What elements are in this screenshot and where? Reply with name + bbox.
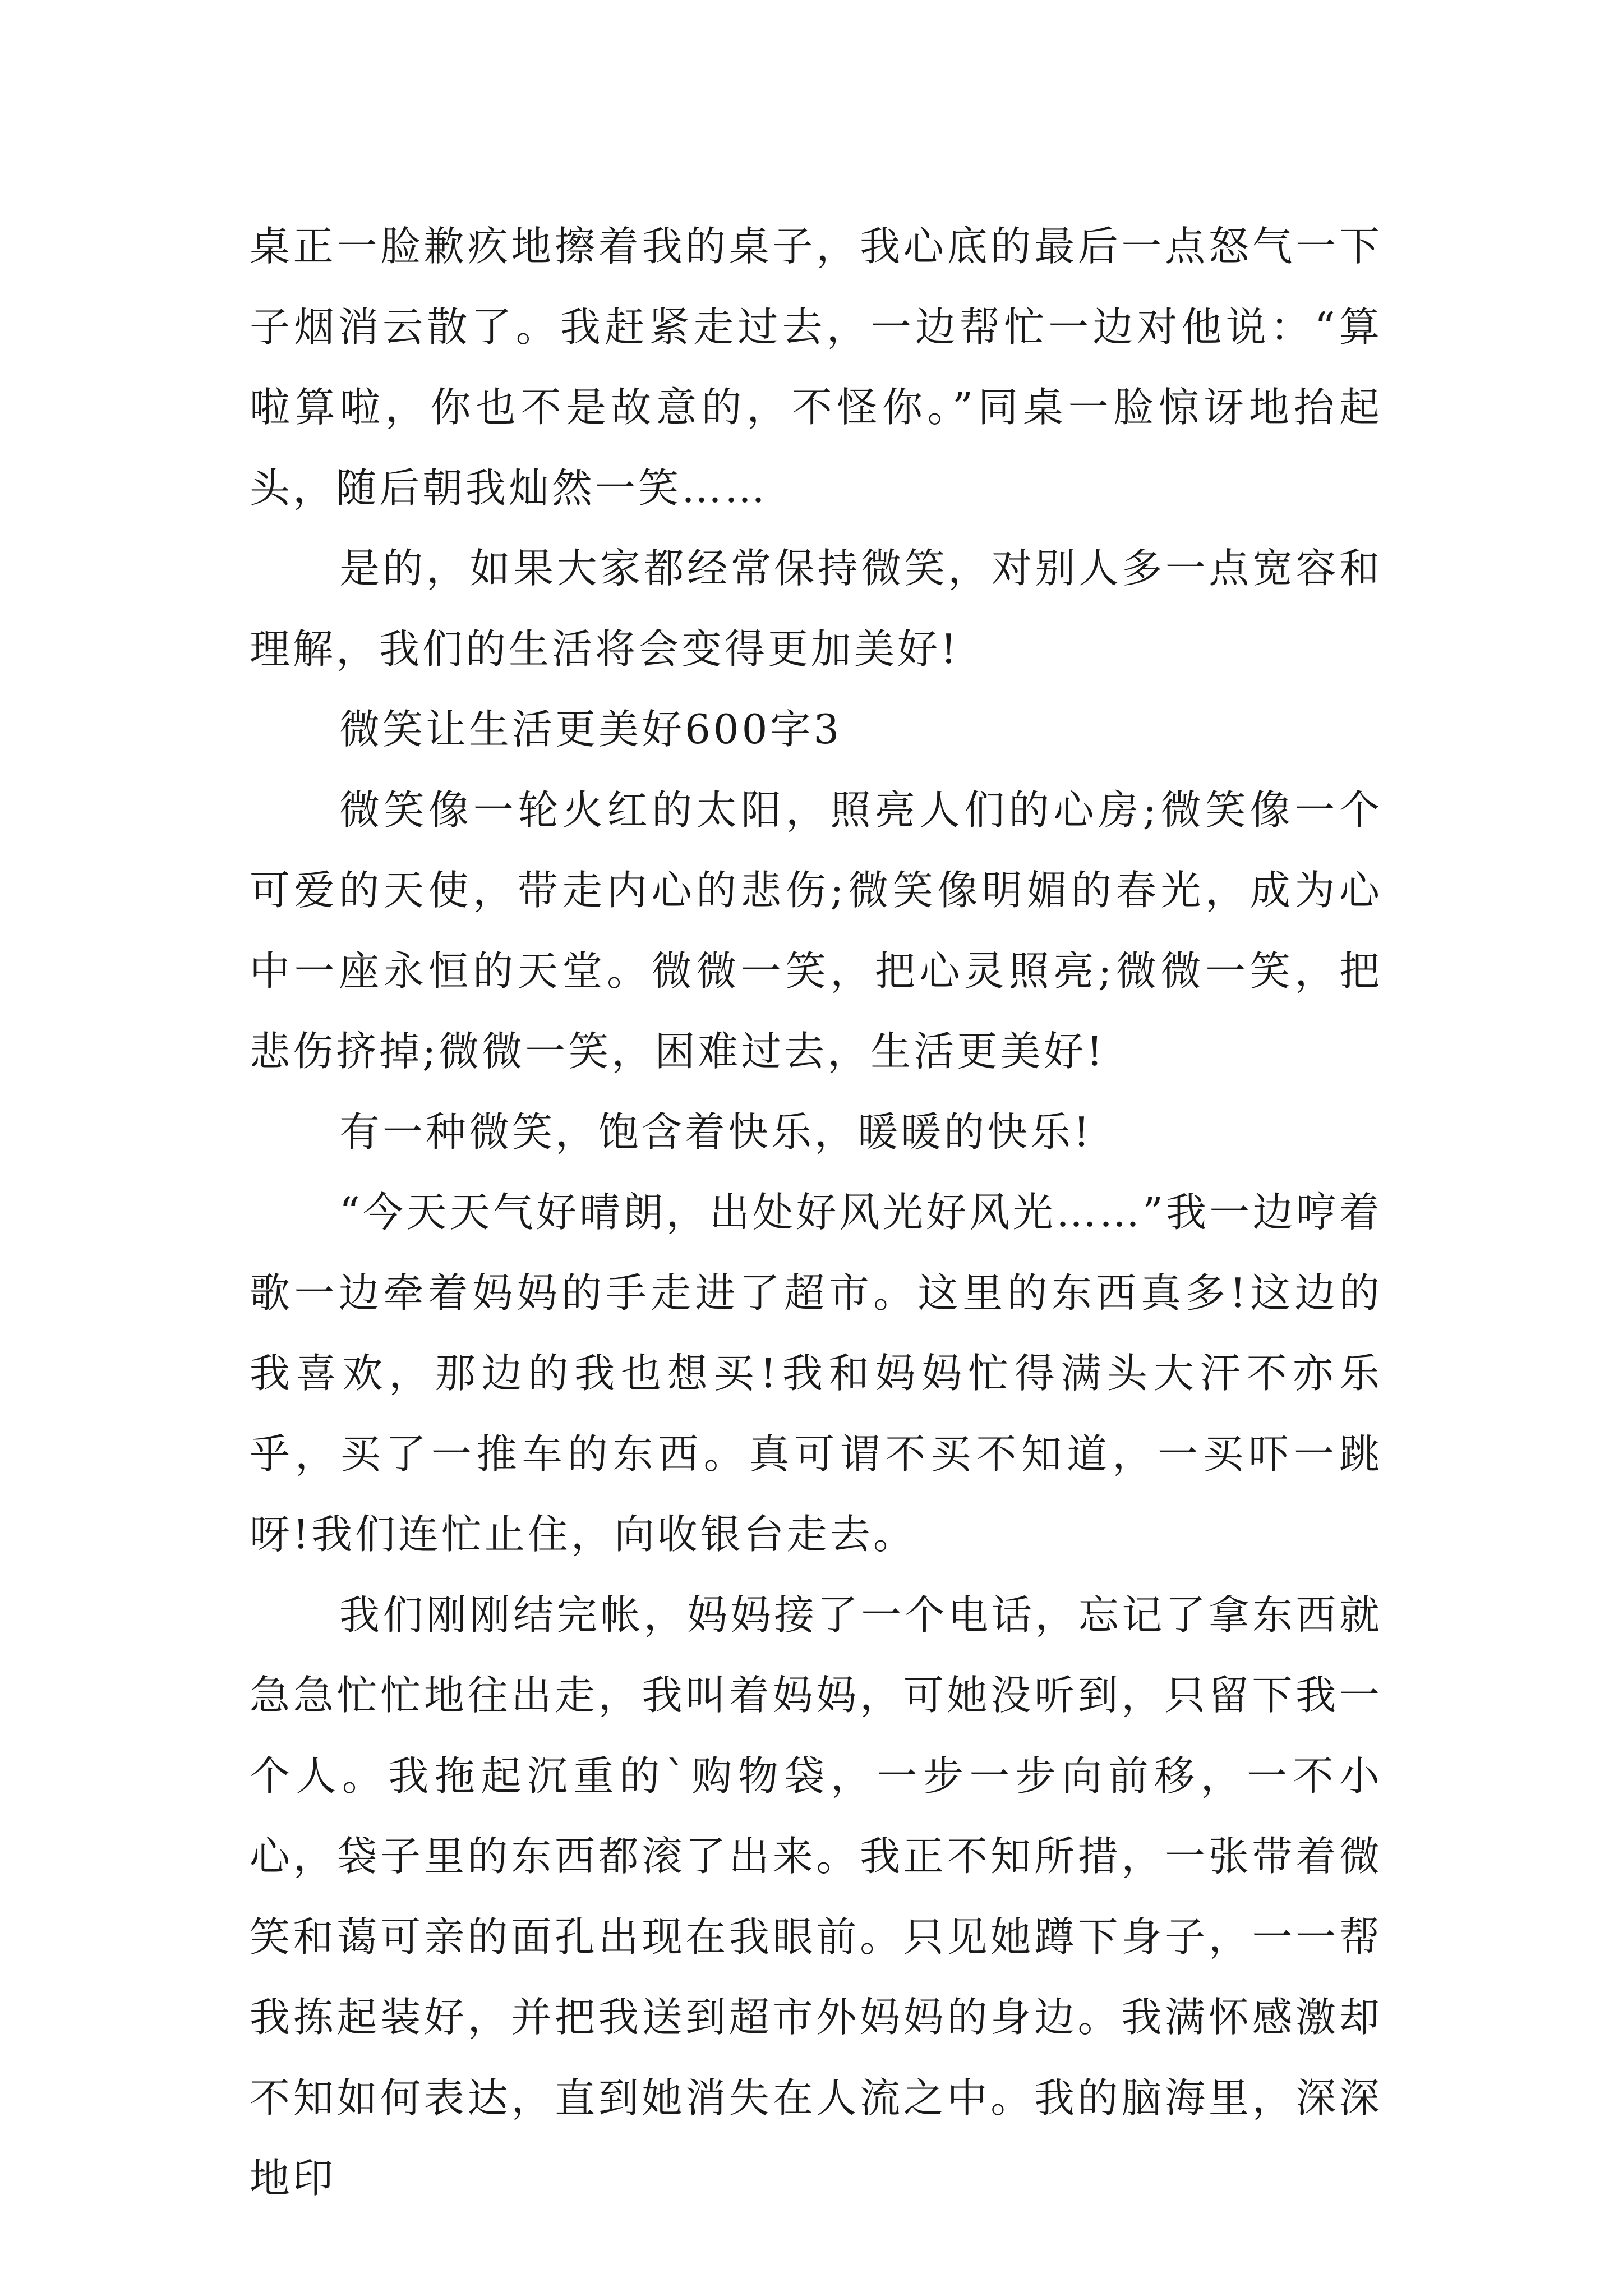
paragraph-4: 有一种微笑，饱含着快乐，暖暖的快乐!	[339, 1108, 1092, 1156]
paragraph-5: “今天天气好晴朗，出处好风光好风光……”我一边哼着歌一边牵着妈妈的手走进了超市。这里的东西真多!这边的我喜欢，那边的我也想买!我和妈妈忙得满头大汗不亦乐乎，买了一推车的东西。真可谓不买不知道，一买吓一跳呀!我们连忙止住，向收银台走去。	[250, 1189, 1382, 1558]
section-heading: 微笑让生活更美好600字3	[339, 706, 842, 753]
paragraph-6: 我们刚刚结完帐，妈妈接了一个电话，忘记了拿东西就急急忙忙地往出走，我叫着妈妈，可她没听到，只留下我一个人。我拖起沉重的`购物袋，一步一步向前移，一不小心，袋子里的东西都滚了出来。我正不知所措，一张带着微笑和蔼可亲的面孔出现在我眼前。只见她蹲下身子，一一帮我拣起装好，并把我送到超市外妈妈的身边。我满怀感激却不知如何表达，直到她消失在人流之中。我的脑海里，深深地印	[250, 1591, 1382, 2202]
document-body	[250, 206, 1382, 2219]
paragraph-1: 桌正一脸歉疚地擦着我的桌子，我心底的最后一点怒气一下子烟消云散了。我赶紧走过去，一边帮忙一边对他说：“算啦算啦，你也不是故意的，不怪你。”同桌一脸惊讶地抬起头，随后朝我灿然一笑……	[250, 223, 1382, 512]
paragraph-3: 微笑像一轮火红的太阳，照亮人们的心房;微笑像一个可爱的天使，带走内心的悲伤;微笑像明媚的春光，成为心中一座永恒的天堂。微微一笑，把心灵照亮;微微一笑，把悲伤挤掉;微微一笑，困难过去，生活更美好!	[250, 786, 1382, 1075]
paragraph-2: 是的，如果大家都经常保持微笑，对别人多一点宽容和理解，我们的生活将会变得更加美好!	[250, 545, 1382, 673]
